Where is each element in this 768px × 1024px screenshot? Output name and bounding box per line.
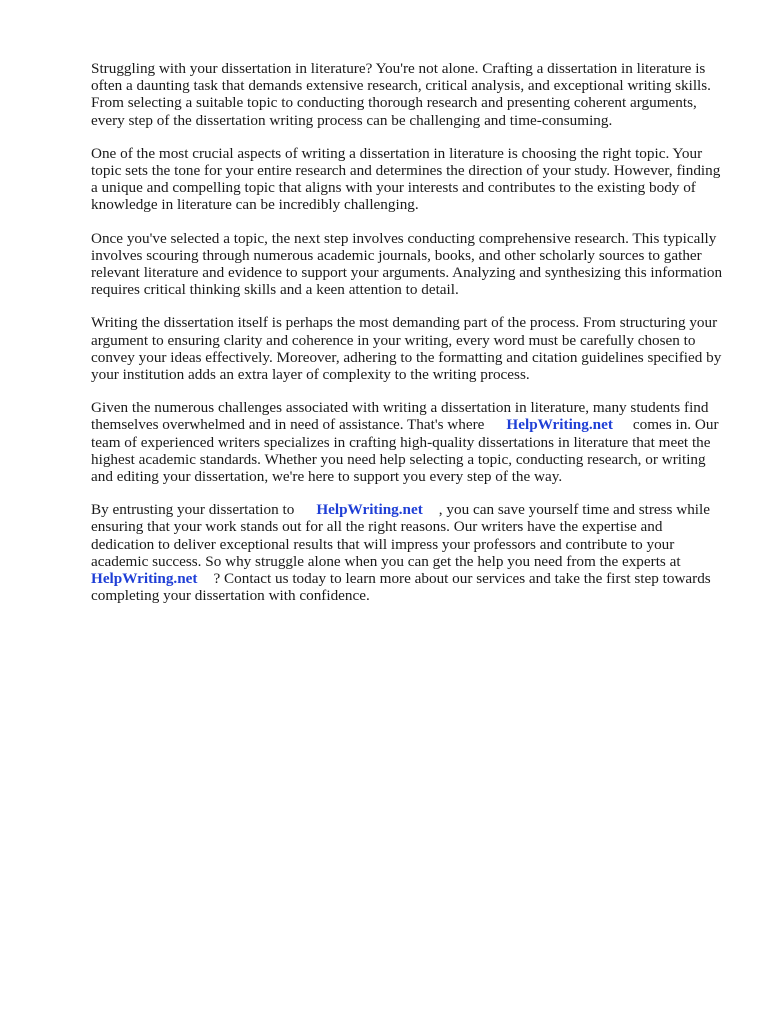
helpwriting-link[interactable]: HelpWriting.net [316,501,423,519]
document-body [91,60,723,620]
paragraph-writing: Writing the dissertation itself is perhaps the most demanding part of the process. From structuring your argument to ensuring clarity and coherence in your writing, every word must be carefully chosen to convey your ideas effectively. Moreover, adhering to the formatting and citation guidelines specified by your institution adds an extra layer of complexity to the writing process. [91,314,722,384]
helpwriting-link[interactable]: HelpWriting.net [91,570,198,588]
paragraph-assistance [91,399,723,485]
entrust-text-after: ? Contact us today to learn more about our services and take the first step towards completing your dissertation with confidence. [91,570,711,605]
paragraph-research: Once you've selected a topic, the next step involves conducting comprehensive research. This typically involves scouring through numerous academic journals, books, and other scholarly sources to gather relevant literature and evidence to support your arguments. Analyzing and synthesizing this information requires critical thinking skills and a keen attention to detail. [91,229,723,299]
paragraph-intro: Struggling with your dissertation in literature? You're not alone. Crafting a dissertation in literature is often a daunting task that demands extensive research, critical analysis, and exceptional writing skills. From selecting a suitable topic to conducting thorough research and presenting coherent arguments, every step of the dissertation writing process can be challenging and time-consuming. [91,60,711,129]
assistance-text-before: Given the numerous challenges associated with writing a dissertation in literature, many students find themselves overwhelmed and in need of assistance. That's where [91,399,709,434]
entrust-text-before: By entrusting your dissertation to [91,501,295,519]
paragraph-topic: One of the most crucial aspects of writing a dissertation in literature is choosing the right topic. Your topic sets the tone for your entire research and determines the direction of your study. However, finding a unique and compelling topic that aligns with your interests and contributes to the existing body of knowledge in literature can be incredibly challenging. [91,144,721,214]
assistance-text-after: comes in. Our team of experienced writers specializes in crafting high-quality dissertations in literature that meet the highest academic standards. Whether you need help selecting a topic, conducting research, or writing and editing your dissertation, we're here to support you every step of the way. [91,416,719,486]
helpwriting-link[interactable]: HelpWriting.net [506,416,613,434]
entrust-text-middle: , you can save yourself time and stress while ensuring that your work stands out for all the right reasons. Our writers have the expertise and dedication to deliver exceptional results that will impress your professors and contribute to your academic success. So why struggle alone when you can get the help you need from the experts at [91,501,710,570]
paragraph-entrust [91,501,723,604]
